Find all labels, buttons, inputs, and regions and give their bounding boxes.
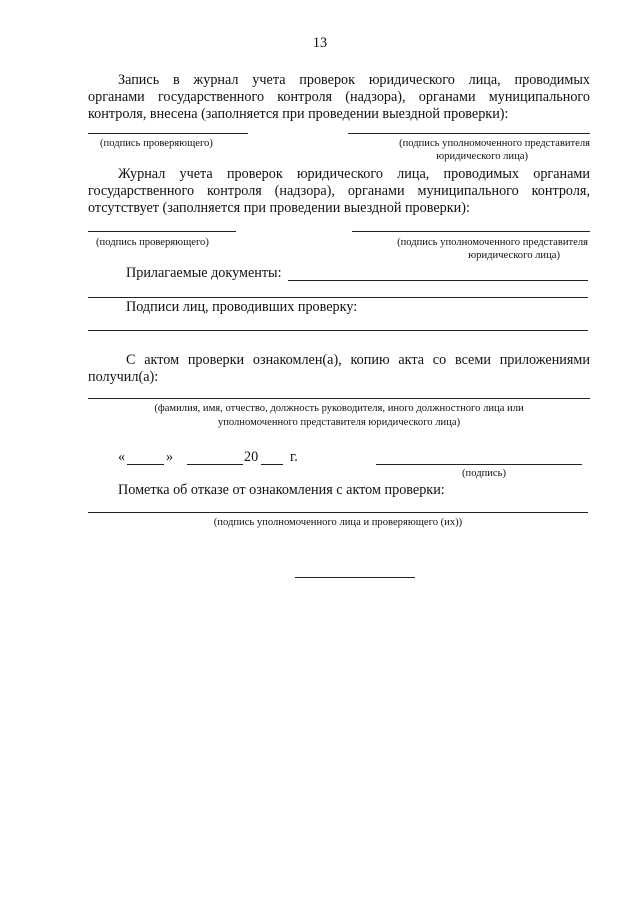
acquainted-signature-caption: (подпись) [462, 468, 506, 479]
date-month-line[interactable] [187, 464, 243, 465]
acquainted-caption-1: (фамилия, имя, отчество, должность руководителя, иного должностного лица или [154, 403, 524, 414]
inspector-signature-line-2 [88, 231, 236, 232]
refusal-caption: (подпись уполномоченного лица и проверяющего (их)) [213, 517, 463, 528]
representative-signature-caption-1a: (подпись уполномоченного представителя [399, 138, 590, 149]
acquainted-name-line[interactable] [88, 398, 590, 399]
acquainted-line-2: получил(а): [88, 369, 159, 385]
attached-documents-label: Прилагаемые документы: [126, 265, 282, 281]
inspectors-signatures-line[interactable] [88, 330, 588, 331]
journal-entry-line-2: органами государственного контроля (надзора), органами муниципального [88, 89, 590, 105]
representative-signature-line-1 [348, 133, 590, 134]
journal-absent-line-1: Журнал учета проверок юридического лица, проводимых органами [118, 166, 590, 182]
date-open-quote: « [118, 449, 126, 465]
representative-signature-caption-1b: юридического лица) [436, 151, 528, 162]
date-day-line[interactable] [127, 464, 164, 465]
attached-documents-line-2[interactable] [88, 297, 588, 298]
date-close-quote: » [166, 449, 174, 465]
journal-absent-line-3: отсутствует (заполняется при проведении выездной проверки): [88, 200, 470, 216]
inspectors-signatures-label: Подписи лиц, проводивших проверку: [126, 299, 358, 315]
journal-entry-line-1: Запись в журнал учета проверок юридического лица, проводимых [118, 72, 590, 88]
acquainted-line-1: С актом проверки ознакомлен(а), копию акта со всеми приложениями [126, 352, 590, 368]
inspector-signature-caption-2: (подпись проверяющего) [96, 237, 209, 248]
closing-separator-line [295, 577, 415, 578]
refusal-signature-line[interactable] [88, 512, 588, 513]
journal-entry-line-3: контроля, внесена (заполняется при проведении выездной проверки): [88, 106, 509, 122]
attached-documents-line-1[interactable] [288, 280, 588, 281]
date-year-suffix: г. [290, 449, 298, 465]
date-year-line[interactable] [261, 464, 283, 465]
representative-signature-line-2 [352, 231, 590, 232]
refusal-label: Пометка об отказе от ознакомления с актом проверки: [118, 482, 445, 498]
inspector-signature-line-1 [88, 133, 248, 134]
representative-signature-caption-2a: (подпись уполномоченного представителя [397, 237, 588, 248]
page-number: 13 [312, 35, 328, 51]
acquainted-signature-line[interactable] [376, 464, 582, 465]
representative-signature-caption-2b: юридического лица) [468, 250, 560, 261]
journal-absent-line-2: государственного контроля (надзора), органами муниципального контроля, [88, 183, 590, 199]
acquainted-caption-2: уполномоченного представителя юридического лица) [217, 417, 461, 428]
inspector-signature-caption-1: (подпись проверяющего) [100, 138, 213, 149]
date-year-prefix: 20 [244, 449, 259, 465]
